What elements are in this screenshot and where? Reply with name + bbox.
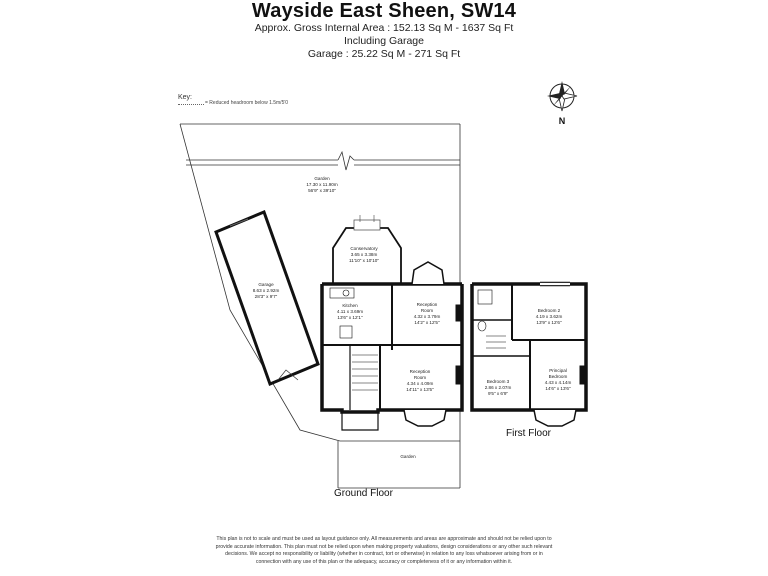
conservatory-metric: 3.65 x 3.38m	[350, 252, 378, 257]
ground-floor-walls	[322, 262, 462, 430]
reception-front-metric: 4.34 x 4.09m	[406, 381, 434, 386]
garage-name: Garage	[258, 282, 274, 287]
bedroom2-metric: 4.19 x 3.62m	[535, 314, 563, 319]
page-title: Wayside East Sheen, SW14	[251, 0, 517, 22]
first-floor-walls	[472, 282, 586, 426]
garden-top-metric: 17.30 x 11.90m	[306, 182, 338, 187]
bedroom3-name: Bedroom 3	[486, 379, 510, 384]
principal-metric: 4.43 x 4.14m	[544, 380, 572, 385]
key-title: Key:	[178, 94, 193, 101]
key-entry: = Reduced headroom below 1.5m/5'0	[205, 100, 289, 106]
reception-rear-name2: Room	[420, 308, 434, 313]
garden-top-name: Garden	[314, 176, 330, 181]
reception-rear-name: Reception	[416, 302, 438, 307]
bedroom2-name: Bedroom 2	[537, 308, 561, 313]
reception-front-name2: Room	[413, 375, 427, 380]
bedroom3-metric: 2.86 x 2.07m	[484, 385, 512, 390]
bedroom2-imperial: 13'9" x 12'6"	[536, 320, 562, 325]
gross-area-text: Approx. Gross Internal Area : 152.13 Sq M - 1637 Sq Ft	[254, 22, 514, 34]
reception-rear-imperial: 14'2" x 12'5"	[414, 320, 440, 325]
garden-front-name: Garden	[400, 454, 416, 459]
garden-top-imperial: 56'9" x 39'10"	[308, 188, 336, 193]
kitchen-metric: 4.11 x 3.69m	[336, 309, 364, 314]
reception-rear-metric: 4.32 x 3.79m	[413, 314, 441, 319]
kitchen-name: Kitchen	[342, 303, 358, 308]
bedroom3-imperial: 9'5" x 6'9"	[487, 391, 509, 396]
disclaimer-text: This plan is not to scale and must be used as layout guidance only. All measurements and areas are approximate and should not be relied upon to provide accurate information. This plan must not be relied upon when making property valuations, design considerations or any other such relevant decisions. We accept no responsibility or liability (whether in contract, tort or otherwise) in relation to any loss whatsoever arising from or in connection with any use of this plan or the adequacy, accuracy or completeness of it or any information within it.	[215, 536, 553, 565]
principal-name: Principal	[549, 368, 567, 373]
conservatory-name: Conservatory	[350, 246, 378, 251]
compass-north-label: N	[558, 116, 566, 126]
reception-front-imperial: 14'11" x 13'5"	[406, 387, 434, 392]
first-floor-label: First Floor	[506, 428, 551, 439]
including-garage-text: Including Garage	[344, 35, 424, 47]
garage-imperial: 28'3" x 9'7"	[254, 294, 278, 299]
principal-name2: Bedroom	[548, 374, 568, 379]
ground-floor-label: Ground Floor	[334, 488, 393, 499]
garage-area-text: Garage : 25.22 Sq M - 271 Sq Ft	[307, 48, 461, 60]
conservatory-imperial: 11'10" x 10'10"	[349, 258, 379, 263]
principal-imperial: 14'6" x 13'6"	[545, 386, 571, 391]
reception-front-name: Reception	[409, 369, 431, 374]
kitchen-imperial: 13'6" x 12'1"	[337, 315, 363, 320]
garage-metric: 8.63 x 2.92m	[252, 288, 280, 293]
